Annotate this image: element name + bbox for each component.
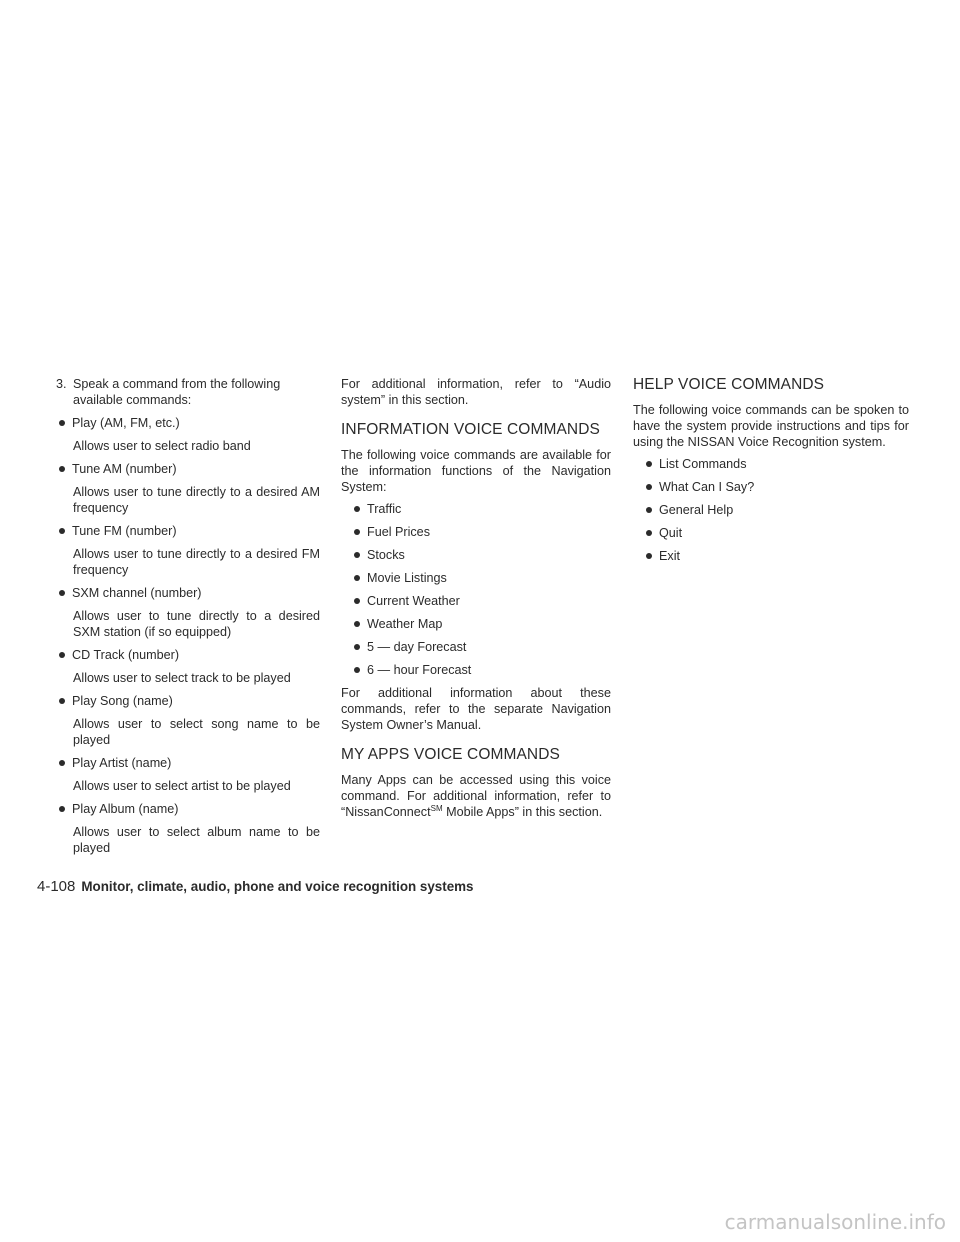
- left-column: [56, 376, 320, 856]
- command-desc: Allows user to select artist to be played: [73, 779, 291, 793]
- command-item: [56, 415, 320, 454]
- service-mark: SM: [430, 804, 443, 813]
- command-item: [56, 585, 320, 640]
- command-desc: Allows user to tune directly to a desired FM frequency: [73, 547, 320, 577]
- command-item: [56, 523, 320, 578]
- command-desc: Allows user to select track to be played: [73, 671, 291, 685]
- command-desc: Allows user to select radio band: [73, 439, 251, 453]
- command-item: [56, 693, 320, 748]
- info-list: [341, 501, 611, 678]
- page-footer: [37, 878, 474, 896]
- command-name: Play Album (name): [56, 801, 320, 817]
- help-item: What Can I Say?: [643, 479, 909, 495]
- command-desc: Allows user to select song name to be played: [73, 717, 320, 747]
- info-item: Stocks: [351, 547, 611, 563]
- help-item: Exit: [643, 548, 909, 564]
- command-item: [56, 755, 320, 794]
- command-name: CD Track (number): [56, 647, 320, 663]
- step-number: 3.: [56, 377, 67, 391]
- help-item: General Help: [643, 502, 909, 518]
- info-intro: The following voice commands are available for the information functions of the Navigation System:: [341, 448, 611, 494]
- info-item: 5 — day Forecast: [351, 639, 611, 655]
- info-item: Fuel Prices: [351, 524, 611, 540]
- apps-text: [341, 772, 611, 820]
- info-heading: INFORMATION VOICE COMMANDS: [341, 421, 600, 438]
- help-list: [633, 456, 909, 564]
- info-outro: For additional information about these commands, refer to the separate Navigation System Owner’s Manual.: [341, 686, 611, 732]
- step-text: Speak a command from the following available commands:: [73, 377, 281, 407]
- command-desc: Allows user to select album name to be played: [73, 825, 320, 855]
- step-3: [56, 376, 320, 408]
- right-column: [633, 376, 909, 564]
- command-desc: Allows user to tune directly to a desired AM frequency: [73, 485, 320, 515]
- command-name: Tune AM (number): [56, 461, 320, 477]
- middle-column: [341, 376, 611, 820]
- command-desc: Allows user to tune directly to a desired SXM station (if so equipped): [73, 609, 320, 639]
- help-intro: The following voice commands can be spoken to have the system provide instructions and tips for using the NISSAN Voice Recognition system.: [633, 403, 909, 449]
- command-name: Play Song (name): [56, 693, 320, 709]
- help-item: Quit: [643, 525, 909, 541]
- command-name: SXM channel (number): [56, 585, 320, 601]
- section-title: Monitor, climate, audio, phone and voice recognition systems: [81, 879, 474, 894]
- info-item: Weather Map: [351, 616, 611, 632]
- info-item: Current Weather: [351, 593, 611, 609]
- info-item: Movie Listings: [351, 570, 611, 586]
- apps-text-part1: Many Apps can be accessed using this voice command. For additional information, refer to “NissanConnect: [341, 773, 611, 819]
- command-name: Play (AM, FM, etc.): [56, 415, 320, 431]
- command-item: [56, 461, 320, 516]
- command-item: [56, 801, 320, 856]
- apps-heading: MY APPS VOICE COMMANDS: [341, 746, 560, 763]
- help-heading: HELP VOICE COMMANDS: [633, 376, 825, 393]
- audio-reference: For additional information, refer to “Audio system” in this section.: [341, 377, 611, 407]
- info-item: 6 — hour Forecast: [351, 662, 611, 678]
- page-number: 4-108: [37, 878, 76, 895]
- info-item: Traffic: [351, 501, 611, 517]
- apps-text-part2: Mobile Apps” in this section.: [442, 805, 603, 819]
- command-item: [56, 647, 320, 686]
- watermark-logo: carmanualsonline.info: [724, 1210, 946, 1234]
- command-name: Play Artist (name): [56, 755, 320, 771]
- command-name: Tune FM (number): [56, 523, 320, 539]
- help-item: List Commands: [643, 456, 909, 472]
